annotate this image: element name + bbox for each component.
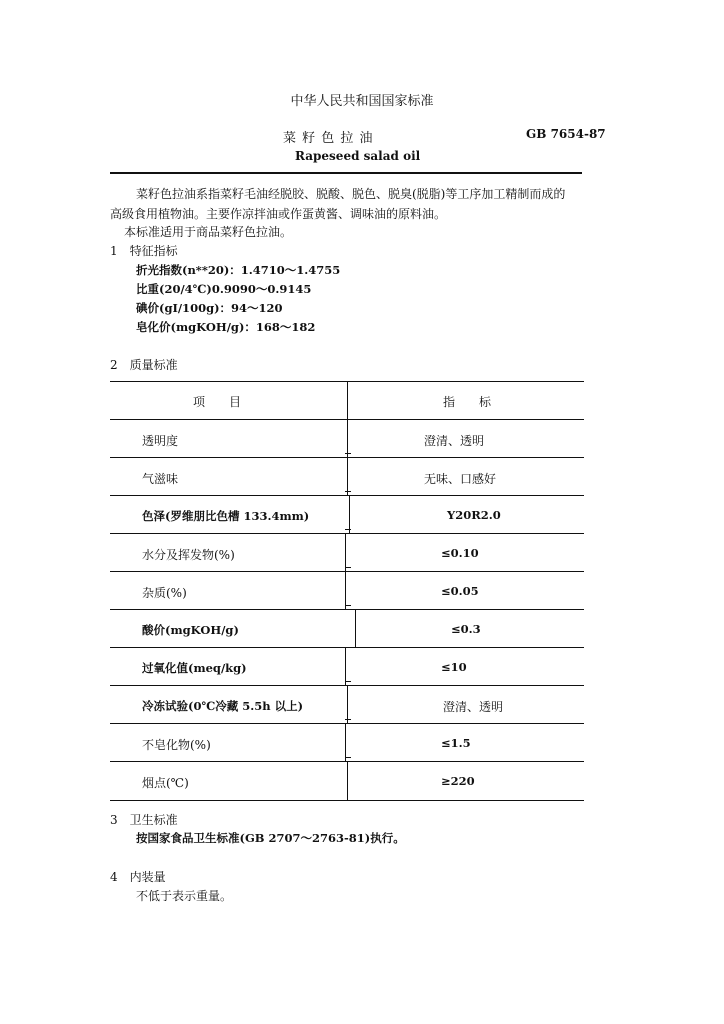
joint-tick xyxy=(345,491,351,492)
column-divider xyxy=(347,419,348,457)
title-english: Rapeseed salad oil xyxy=(295,149,421,163)
table-row-value: ≤0.10 xyxy=(441,546,479,560)
table-row-value: ≤1.5 xyxy=(441,736,471,750)
table-row-item: 色泽(罗维朋比色槽 133.4mm) xyxy=(142,509,310,523)
table-row-value: ≤0.05 xyxy=(441,584,479,598)
table-row-rule xyxy=(110,609,584,610)
table-row-value: ≥220 xyxy=(441,774,475,788)
column-divider xyxy=(345,647,346,685)
table-row-item: 不皂化物(%) xyxy=(142,738,211,752)
table-row-item: 水分及挥发物(%) xyxy=(142,548,235,562)
column-divider xyxy=(347,457,348,495)
iodine-value: 碘价(gI/100g)：94～120 xyxy=(136,301,283,315)
specific-gravity: 比重(20/4℃)0.9090～0.9145 xyxy=(136,282,312,296)
joint-tick xyxy=(345,719,351,720)
header-divider xyxy=(110,172,582,174)
column-header-item: 项 目 xyxy=(193,395,242,409)
table-row-rule xyxy=(110,571,584,572)
column-divider xyxy=(355,609,356,647)
table-row-rule xyxy=(110,495,584,496)
table-row-value: 无味、口感好 xyxy=(424,472,497,486)
intro-paragraph-line1: 菜籽色拉油系指菜籽毛油经脱胶、脱酸、脱色、脱臭(脱脂)等工序加工精制而成的 xyxy=(136,187,566,201)
column-divider xyxy=(349,495,350,533)
refractive-index: 折光指数(n**20)：1.4710～1.4755 xyxy=(136,263,341,277)
joint-tick xyxy=(345,605,351,606)
scope-paragraph: 本标准适用于商品菜籽色拉油。 xyxy=(124,225,293,239)
net-content-text: 不低于表示重量。 xyxy=(136,889,233,903)
column-divider xyxy=(345,533,346,571)
table-row-item: 冷冻试验(0℃冷藏 5.5h 以上) xyxy=(142,699,304,713)
joint-tick xyxy=(345,453,351,454)
standard-code: GB 7654-87 xyxy=(526,127,606,141)
section3-heading: 3 卫生标准 xyxy=(110,813,178,827)
section4-heading: 4 内装量 xyxy=(110,870,166,884)
intro-paragraph-line2: 高级食用植物油。主要作凉拌油或作蛋黄酱、调味油的原料油。 xyxy=(110,207,447,221)
table-row-value: ≤0.3 xyxy=(451,622,481,636)
hygiene-standard-text: 按国家食品卫生标准(GB 2707～2763-81)执行。 xyxy=(136,831,405,845)
table-row-rule xyxy=(110,647,584,648)
table-row-item: 烟点(℃) xyxy=(142,776,189,790)
table-row-item: 透明度 xyxy=(142,434,179,448)
column-divider xyxy=(345,571,346,609)
column-divider xyxy=(347,761,348,800)
section2-heading: 2 质量标准 xyxy=(110,358,178,372)
table-row-rule xyxy=(110,723,584,724)
table-row-value: 澄清、透明 xyxy=(424,434,485,448)
joint-tick xyxy=(345,567,351,568)
table-row-value: 澄清、透明 xyxy=(443,700,504,714)
table-row-item: 气滋味 xyxy=(142,472,179,486)
table-row-item: 酸价(mgKOH/g) xyxy=(142,623,239,637)
saponification-value: 皂化价(mgKOH/g)：168～182 xyxy=(136,320,316,334)
table-row-item: 过氧化值(meq/kg) xyxy=(142,661,247,675)
table-row-value: Y20R2.0 xyxy=(447,508,501,522)
section1-heading: 1 特征指标 xyxy=(110,244,178,258)
joint-tick xyxy=(345,681,351,682)
table-row-value: ≤10 xyxy=(441,660,467,674)
column-divider xyxy=(347,685,348,723)
standard-header: 中华人民共和国国家标准 xyxy=(290,94,434,109)
table-row-rule xyxy=(110,533,584,534)
table-bottom-rule xyxy=(110,800,584,801)
column-header-index: 指 标 xyxy=(443,395,492,409)
column-divider xyxy=(347,381,348,419)
title-chinese: 菜 籽 色 拉 油 xyxy=(283,131,374,146)
joint-tick xyxy=(345,757,351,758)
joint-tick xyxy=(345,529,351,530)
column-divider xyxy=(345,723,346,761)
table-row-item: 杂质(%) xyxy=(142,586,187,600)
